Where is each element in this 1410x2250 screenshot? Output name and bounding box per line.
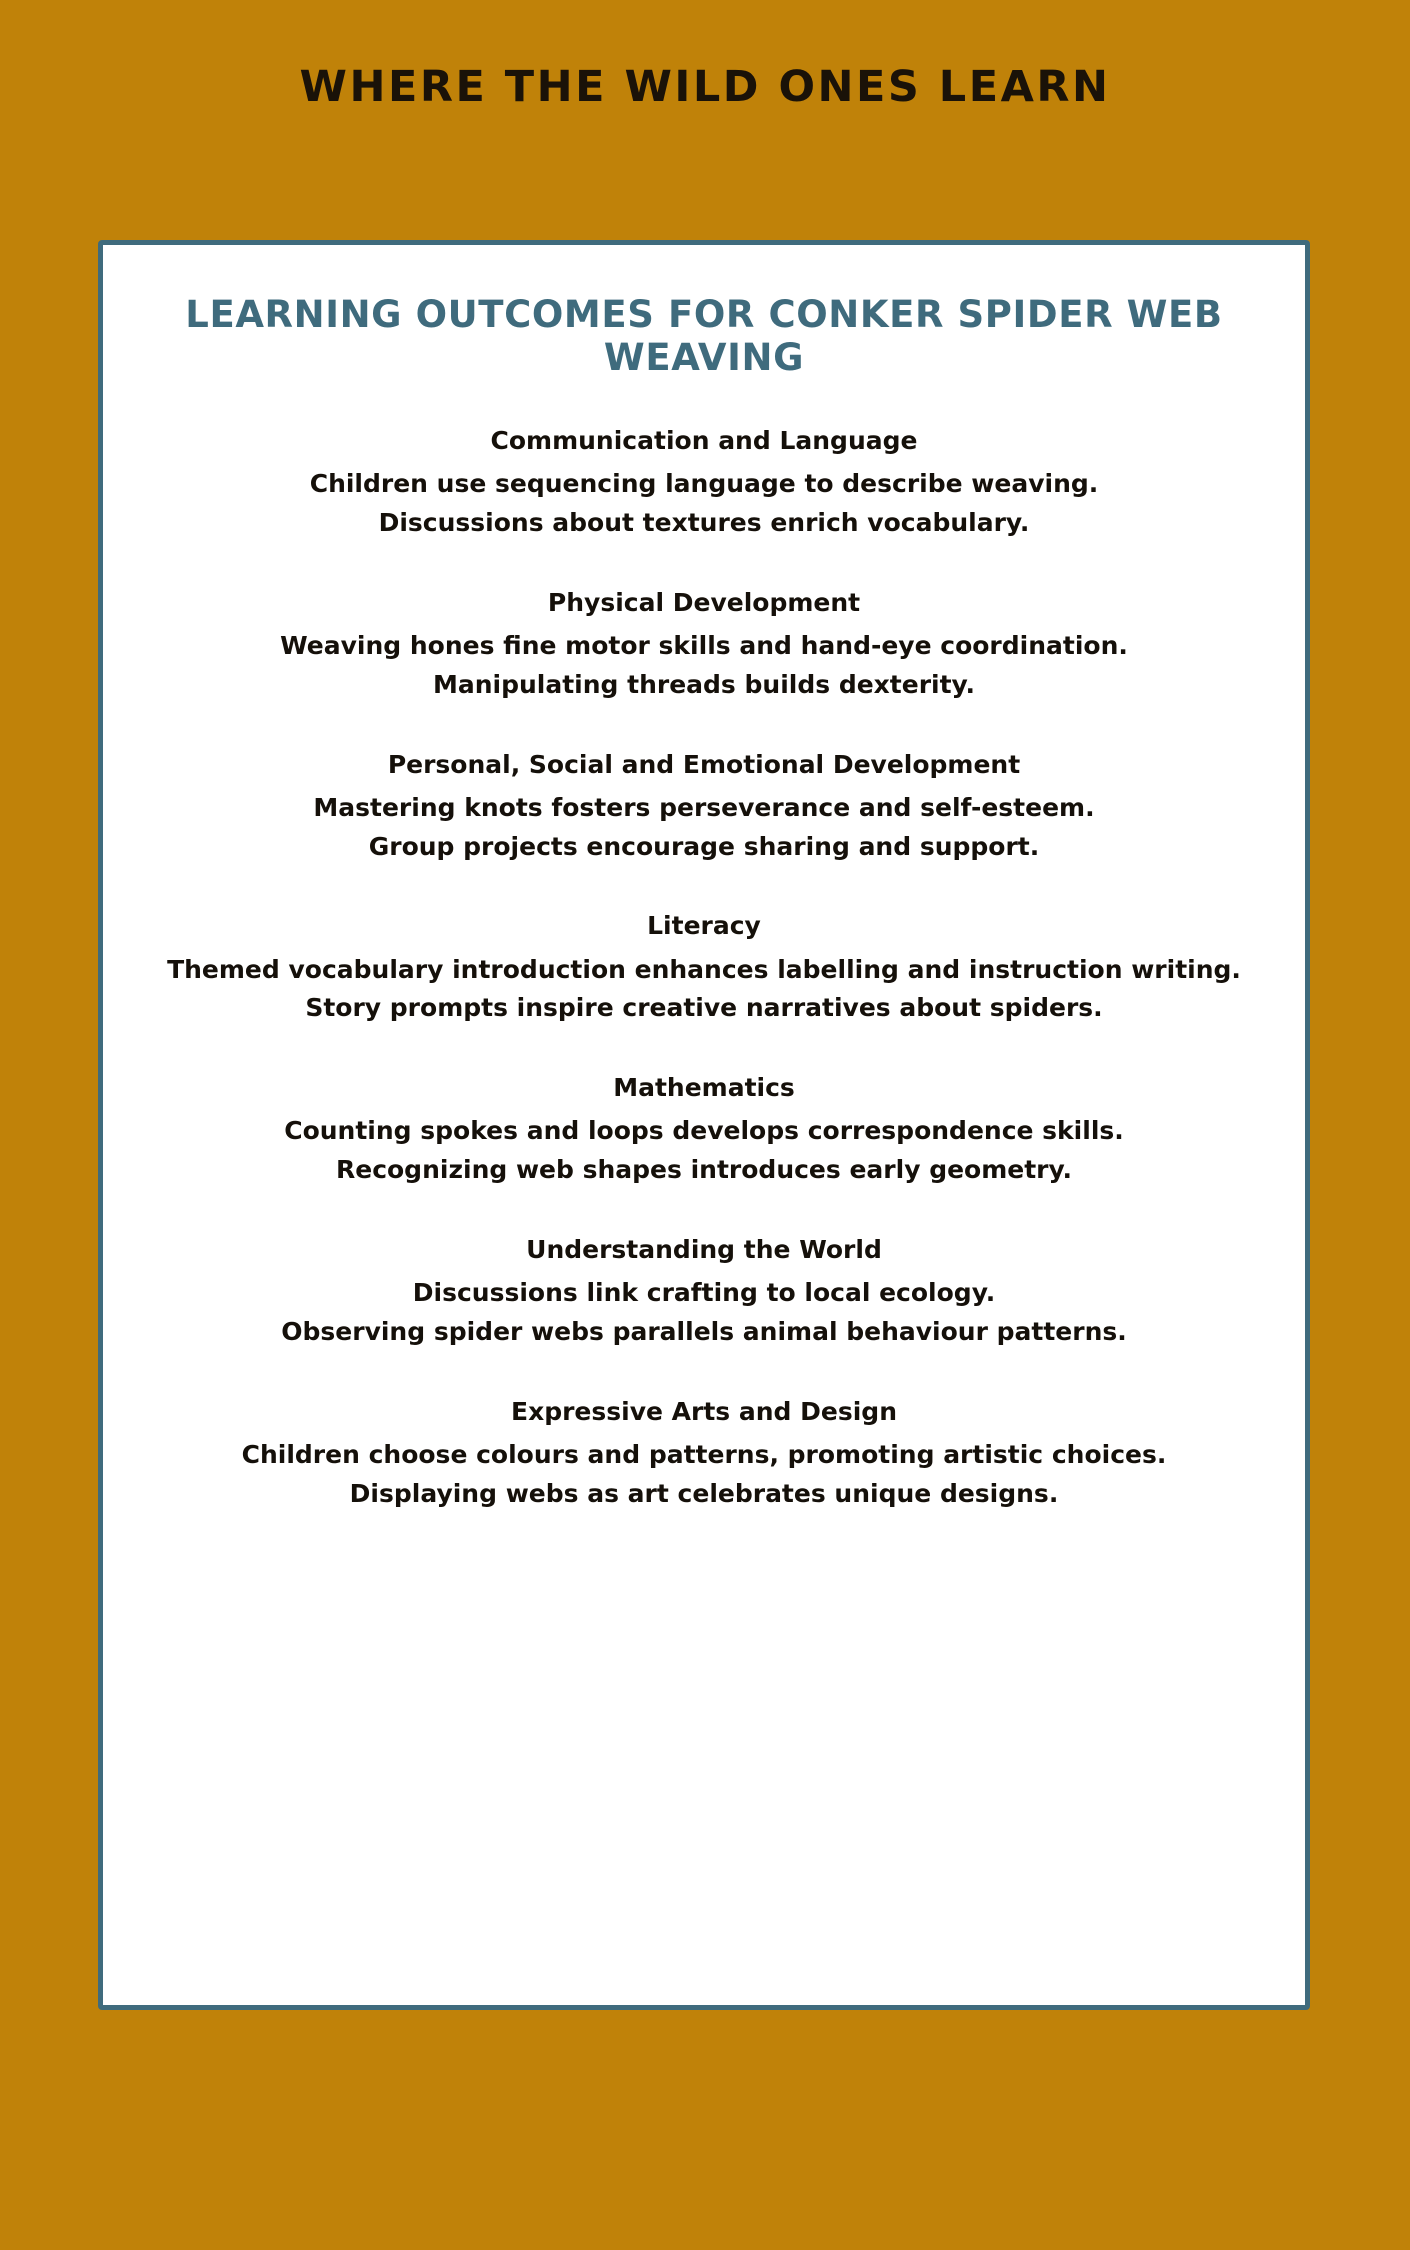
list-item [155, 1232, 1253, 1352]
outcome-line: Children use sequencing language to describe weaving. [309, 469, 1099, 499]
card-title: LEARNING OUTCOMES FOR CONKER SPIDER WEB WEAVING [185, 293, 1223, 379]
list-item [155, 908, 1253, 1028]
page-title: WHERE THE WILD ONES LEARN [299, 62, 1111, 112]
outcomes-card [98, 240, 1310, 2010]
outcome-line: Manipulating threads builds dexterity. [432, 669, 976, 699]
outcome-line: Observing spider webs parallels animal behaviour patterns. [281, 1316, 1127, 1346]
outcome-line: Story prompts inspire creative narratives about spiders. [305, 993, 1103, 1023]
list-item [155, 1394, 1253, 1514]
list-item [155, 423, 1253, 543]
list-item [155, 585, 1253, 705]
outcomes-list [103, 423, 1305, 1513]
outcome-line: Children choose colours and patterns, promoting artistic choices. [241, 1439, 1167, 1469]
outcome-heading: Understanding the World [526, 1234, 882, 1264]
outcome-line: Discussions about textures enrich vocabulary. [378, 508, 1030, 537]
outcome-heading: Mathematics [613, 1073, 795, 1102]
outcome-heading: Physical Development [547, 587, 861, 617]
outcome-line: Discussions link crafting to local ecology. [412, 1278, 996, 1307]
outcome-line: Themed vocabulary introduction enhances labelling and instruction writing. [167, 954, 1241, 984]
outcome-heading: Communication and Language [490, 426, 918, 455]
outcome-line: Group projects encourage sharing and support. [368, 831, 1040, 861]
outcome-line: Counting spokes and loops develops correspondence skills. [284, 1116, 1124, 1146]
outcome-line: Recognizing web shapes introduces early geometry. [335, 1155, 1073, 1184]
outcome-heading: Expressive Arts and Design [511, 1396, 897, 1426]
outcome-line: Weaving hones fine motor skills and hand-eye coordination. [280, 631, 1128, 660]
outcome-heading: Literacy [647, 911, 761, 941]
outcome-heading: Personal, Social and Emotional Development [387, 749, 1021, 779]
outcome-line: Mastering knots fosters perseverance and self-esteem. [313, 792, 1095, 822]
list-item [155, 747, 1253, 867]
outcome-line: Displaying webs as art celebrates unique designs. [349, 1478, 1059, 1508]
list-item [155, 1070, 1253, 1190]
